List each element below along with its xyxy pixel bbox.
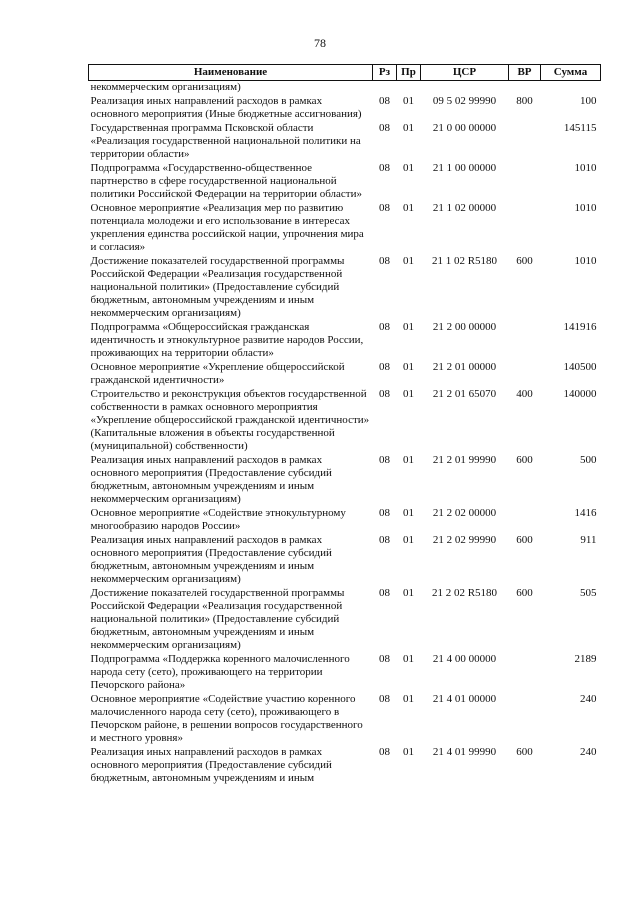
cell-sum: 2189 [574,653,597,665]
cell-sum [541,81,601,96]
cell-sum: 140500 [563,361,597,373]
cell-name: Основное мероприятие «Содействие этнокультурному многообразию народов России» [90,507,346,532]
cell-csr: 09 5 02 99990 [432,95,497,107]
cell-rz [373,81,397,96]
cell-sum: 100 [580,95,597,107]
cell-sum: 240 [580,746,597,758]
cell-name: Подпрограмма «Поддержка коренного малочисленного народа сету (сето), проживающего на территории Печорского района» [90,653,350,691]
cell-csr: 21 2 00 00000 [432,321,497,333]
cell-pr: 01 [403,255,414,267]
table-row [89,454,601,507]
cell-rz: 08 [379,95,390,107]
cell-vr: 600 [516,454,533,466]
cell-pr: 01 [403,587,414,599]
cell-vr: 600 [516,534,533,546]
cell-sum: 505 [580,587,597,599]
cell-csr: 21 1 02 00000 [432,202,497,214]
cell-name: Достижение показателей государственной программы Российской Федерации «Реализация государственной национальной политики» (Предоставление субсидий бюджетным, автономным учреждениям и иным некоммерческим организациям) [90,587,345,651]
cell-vr: 400 [516,388,533,400]
cell-rz: 08 [379,361,390,373]
cell-vr [509,507,541,534]
cell-name: Подпрограмма «Государственно-общественное партнерство в сфере государственной национальной политики Российской Федерации на территории области» [90,162,363,200]
cell-sum: 145115 [563,122,597,134]
cell-csr: 21 4 00 00000 [432,653,497,665]
page-number: 78 [314,36,326,50]
cell-name: Реализация иных направлений расходов в рамках основного мероприятия (Предоставление субсидий бюджетным, автономным учреждениям и иным [90,746,332,784]
cell-pr: 01 [403,454,414,466]
table-row [89,507,601,534]
table-body [89,81,601,787]
cell-vr [509,321,541,361]
cell-vr: 800 [516,95,533,107]
table-row [89,693,601,746]
cell-vr [509,81,541,96]
header-vr: ВР [509,65,541,81]
table-row [89,122,601,162]
table-row [89,95,601,122]
cell-sum: 500 [580,454,597,466]
cell-sum: 240 [580,693,597,705]
table-row [89,653,601,693]
cell-rz: 08 [379,388,390,400]
cell-name: Достижение показателей государственной программы Российской Федерации «Реализация государственной национальной политики» (Предоставление субсидий бюджетным, автономным учреждениям и иным некоммерческим организациям) [90,255,345,319]
cell-csr: 21 1 02 R5180 [431,255,498,267]
cell-pr: 01 [403,534,414,546]
cell-csr: 21 2 01 00000 [432,361,497,373]
cell-csr: 21 1 00 00000 [432,162,497,174]
cell-name: некоммерческим организациям) [90,81,241,93]
cell-pr [397,81,421,96]
cell-rz: 08 [379,162,390,174]
table-row [89,534,601,587]
cell-sum: 911 [580,534,597,546]
table-row [89,81,601,96]
cell-csr: 21 4 01 99990 [432,746,497,758]
cell-rz: 08 [379,454,390,466]
cell-name: Подпрограмма «Общероссийская гражданская идентичность и этнокультурное развитие народов России, проживающих на территории области» [90,321,364,359]
table-row [89,162,601,202]
cell-csr: 21 4 01 00000 [432,693,497,705]
table-row [89,202,601,255]
table-row [89,321,601,361]
cell-sum: 140000 [563,388,597,400]
cell-rz: 08 [379,255,390,267]
cell-pr: 01 [403,507,414,519]
cell-vr: 600 [516,587,533,599]
cell-name: Основное мероприятие «Реализация мер по развитию потенциала молодежи и его использование в интересах укрепления единства российской нации, упрочнения мира и согласия» [90,202,364,253]
table-row [89,255,601,321]
cell-vr [509,693,541,746]
cell-csr: 21 2 02 99990 [432,534,497,546]
cell-vr [509,202,541,255]
header-pr: Пр [397,65,421,81]
cell-pr: 01 [403,122,414,134]
cell-csr: 21 0 00 00000 [432,122,497,134]
cell-csr: 21 2 02 R5180 [431,587,498,599]
cell-csr: 21 2 01 65070 [432,388,497,400]
cell-pr: 01 [403,202,414,214]
cell-rz: 08 [379,507,390,519]
cell-pr: 01 [403,388,414,400]
cell-rz: 08 [379,321,390,333]
cell-rz: 08 [379,534,390,546]
header-row [89,65,601,81]
cell-name: Строительство и реконструкция объектов государственной собственности в рамках основного мероприятия «Укрепление общероссийской гражданской идентичности» (Капитальные вложения в объекты государственной (муниципальной) собственности) [90,388,370,452]
budget-table [88,64,601,786]
cell-vr [509,361,541,388]
cell-pr: 01 [403,746,414,758]
cell-sum: 1010 [574,202,597,214]
cell-csr: 21 2 02 00000 [432,507,497,519]
cell-sum: 141916 [563,321,597,333]
cell-name: Основное мероприятие «Содействие участию коренного малочисленного народа сету (сето), проживающего в Печорском районе, в решении вопросов государственного и местного уровня» [90,693,363,744]
cell-csr: 21 2 01 99990 [432,454,497,466]
cell-rz: 08 [379,746,390,758]
cell-rz: 08 [379,587,390,599]
table-row [89,746,601,786]
cell-vr [509,122,541,162]
cell-pr: 01 [403,361,414,373]
cell-rz: 08 [379,122,390,134]
cell-sum: 1416 [574,507,597,519]
cell-name: Реализация иных направлений расходов в рамках основного мероприятия (Предоставление субсидий бюджетным, автономным учреждениям и иным некоммерческим организациям) [90,454,332,505]
cell-name: Реализация иных направлений расходов в рамках основного мероприятия (Предоставление субсидий бюджетным, автономным учреждениям и иным некоммерческим организациям) [90,534,332,585]
table-row [89,361,601,388]
cell-rz: 08 [379,653,390,665]
cell-name: Основное мероприятие «Укрепление общероссийской гражданской идентичности» [90,361,345,386]
cell-rz: 08 [379,202,390,214]
cell-sum: 1010 [574,255,597,267]
cell-rz: 08 [379,693,390,705]
cell-name: Реализация иных направлений расходов в рамках основного мероприятия (Иные бюджетные ассигнования) [90,95,362,120]
cell-pr: 01 [403,653,414,665]
cell-vr: 600 [516,746,533,758]
cell-pr: 01 [403,693,414,705]
table-row [89,388,601,454]
cell-csr [421,81,509,96]
cell-vr [509,162,541,202]
cell-pr: 01 [403,321,414,333]
header-sum: Сумма [541,65,601,81]
table-row [89,587,601,653]
cell-vr [509,653,541,693]
cell-name: Государственная программа Псковской области «Реализация государственной национальной политики на территории области» [90,122,361,160]
cell-pr: 01 [403,95,414,107]
header-csr: ЦСР [421,65,509,81]
header-rz: Рз [373,65,397,81]
header-name: Наименование [89,65,373,81]
cell-pr: 01 [403,162,414,174]
cell-vr: 600 [516,255,533,267]
table-header [89,65,601,81]
cell-sum: 1010 [574,162,597,174]
